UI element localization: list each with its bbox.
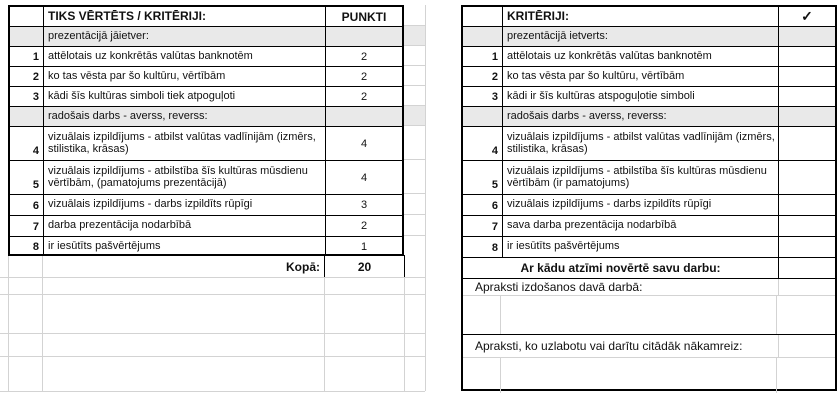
criteria-text-cell[interactable]: kādi ir šīs kultūras atspoguļotie simboli	[503, 87, 779, 106]
criteria-text-cell[interactable]: vizuālais izpildījums - atbilstība šīs kultūras mūsdienu vērtībām, (pamatojums prezentācijā)	[44, 161, 326, 194]
table-header-row	[10, 7, 402, 27]
table-row	[463, 87, 835, 107]
grade-row	[463, 258, 835, 279]
section-label[interactable]: radošais darbs - averss, reverss:	[44, 107, 326, 126]
points-cell[interactable]: 1	[360, 240, 368, 253]
section-row	[10, 107, 402, 127]
section-empty-cell[interactable]	[463, 107, 503, 126]
row-number-cell[interactable]: 8	[463, 237, 503, 257]
describe-success-label[interactable]: Apraksti izdošanos davā darbā:	[463, 279, 779, 295]
points-cell[interactable]: 2	[360, 220, 368, 232]
empty-cell[interactable]	[779, 335, 835, 357]
describe-success-row	[463, 279, 835, 296]
check-cell[interactable]	[779, 237, 835, 257]
points-cell[interactable]: 2	[360, 50, 368, 63]
table-header-row	[463, 7, 835, 27]
points-cell[interactable]: 3	[360, 199, 368, 211]
section-empty-cell[interactable]	[10, 107, 44, 126]
check-cell[interactable]	[779, 47, 835, 66]
table-row	[463, 216, 835, 237]
table-row	[463, 161, 835, 195]
table-row	[463, 127, 835, 161]
table-row	[10, 47, 402, 67]
check-cell[interactable]	[779, 216, 835, 236]
criteria-text-cell[interactable]: sava darba prezentācija nodarbībā	[503, 216, 779, 236]
check-cell[interactable]	[779, 195, 835, 215]
total-points-cell[interactable]: 20	[324, 255, 405, 278]
describe-improve-answer-area	[463, 358, 835, 393]
section-label[interactable]: prezentācijā jāietver:	[44, 27, 326, 46]
row-number-cell[interactable]: 6	[10, 195, 44, 215]
section-row	[463, 107, 835, 127]
check-cell[interactable]	[779, 87, 835, 106]
row-number-cell[interactable]: 5	[463, 161, 503, 194]
section-row	[10, 27, 402, 47]
row-number-cell[interactable]: 2	[463, 67, 503, 86]
table-row	[463, 67, 835, 87]
table-row	[10, 87, 402, 107]
section-label[interactable]: radošais darbs - averss, reverss:	[503, 107, 779, 126]
row-number-cell[interactable]: 1	[10, 47, 44, 66]
row-number-cell[interactable]: 1	[463, 47, 503, 66]
total-label[interactable]: Kopā:	[286, 259, 320, 274]
row-number-cell[interactable]: 7	[10, 216, 44, 236]
check-cell[interactable]	[779, 161, 835, 194]
checkmark-icon: ✓	[801, 8, 813, 24]
row-number-cell[interactable]: 7	[463, 216, 503, 236]
criteria-text-cell[interactable]: vizuālais izpildījums - atbilst valūtas vadlīnijām (izmērs, stilistika, krāsas)	[44, 127, 326, 160]
section-empty-cell[interactable]	[779, 107, 835, 126]
criteria-text-cell[interactable]: ir iesūtīts pašvērtējums	[44, 237, 326, 256]
row-number-cell[interactable]: 3	[463, 87, 503, 106]
criteria-text-cell[interactable]: ko tas vēsta par šo kultūru, vērtībām	[503, 67, 779, 86]
row-number-cell[interactable]: 4	[10, 127, 44, 160]
empty-cell[interactable]	[777, 358, 833, 393]
table-row	[463, 47, 835, 67]
check-column-header[interactable]	[779, 7, 835, 26]
table-title[interactable]: TIKS VĒRTĒTS / KRITĒRIJI:	[44, 7, 326, 26]
row-number-cell[interactable]: 8	[10, 237, 44, 256]
section-row	[463, 27, 835, 47]
section-empty-cell[interactable]	[10, 27, 44, 46]
answer-input-area[interactable]	[501, 296, 777, 334]
criteria-text-cell[interactable]: darba prezentācija nodarbībā	[44, 216, 326, 236]
table-row	[10, 127, 402, 161]
table-row	[463, 237, 835, 258]
rubric-table-self-assessment	[461, 5, 837, 391]
check-cell[interactable]	[779, 127, 835, 160]
criteria-text-cell[interactable]: ir iesūtīts pašvērtējums	[503, 237, 779, 257]
criteria-text-cell[interactable]: vizuālais izpildījums - atbilstība šīs kultūras mūsdienu vērtībām (ir pamatojums)	[503, 161, 779, 194]
empty-cell[interactable]	[779, 279, 835, 295]
row-number-cell[interactable]: 4	[463, 127, 503, 160]
points-cell[interactable]: 2	[360, 70, 368, 83]
criteria-text-cell[interactable]: vizuālais izpildījums - darbs izpildīts rūpīgi	[44, 195, 326, 215]
row-number-cell[interactable]: 3	[10, 87, 44, 106]
table-row	[10, 195, 402, 216]
table-title[interactable]: KRITĒRIJI:	[503, 7, 779, 26]
describe-success-answer-area	[463, 296, 835, 335]
empty-cell[interactable]	[777, 296, 833, 334]
criteria-text-cell[interactable]: attēlotais uz konkrētās valūtas banknotēm	[503, 47, 779, 66]
table-row	[10, 67, 402, 87]
criteria-text-cell[interactable]: vizuālais izpildījums - atbilst valūtas vadlīnijām (izmērs, stilistika, krāsas)	[503, 127, 779, 160]
criteria-text-cell[interactable]: kādi šīs kultūras simboli tiek atpoguļoti	[44, 87, 326, 106]
empty-cell[interactable]	[463, 358, 501, 393]
criteria-text-cell[interactable]: vizuālais izpildījums - darbs izpildīts rūpīgi	[503, 195, 779, 215]
grade-value-cell[interactable]	[779, 258, 835, 278]
answer-input-area[interactable]	[501, 358, 777, 393]
section-empty-cell[interactable]	[326, 107, 402, 126]
row-number-cell[interactable]: 5	[10, 161, 44, 194]
points-cell[interactable]: 2	[360, 90, 368, 103]
check-cell[interactable]	[779, 67, 835, 86]
table-row	[463, 195, 835, 216]
points-column-header[interactable]: PUNKTI	[341, 9, 387, 24]
table-row	[10, 237, 402, 256]
header-empty-cell[interactable]	[10, 7, 44, 26]
describe-improve-label[interactable]: Apraksti, ko uzlabotu vai darītu citādāk nākamreiz:	[463, 335, 779, 357]
points-cell[interactable]: 4	[360, 171, 368, 184]
table-row	[10, 161, 402, 195]
criteria-text-cell[interactable]: ko tas vēsta par šo kultūru, vērtībām	[44, 67, 326, 86]
row-number-cell[interactable]: 2	[10, 67, 44, 86]
points-cell[interactable]: 4	[360, 137, 368, 150]
table-row	[10, 216, 402, 237]
section-empty-cell[interactable]	[779, 27, 835, 46]
describe-improve-row	[463, 335, 835, 358]
header-empty-cell[interactable]	[463, 7, 503, 26]
row-number-cell[interactable]: 6	[463, 195, 503, 215]
section-label[interactable]: prezentācijā ietverts:	[503, 27, 779, 46]
grade-label-cell[interactable]: Ar kādu atzīmi novērtē savu darbu:	[463, 258, 779, 278]
empty-cell[interactable]	[463, 296, 501, 334]
rubric-table-teacher	[8, 5, 404, 256]
section-empty-cell[interactable]	[463, 27, 503, 46]
section-empty-cell[interactable]	[326, 27, 402, 46]
criteria-text-cell[interactable]: attēlotais uz konkrētās valūtas banknotēm	[44, 47, 326, 66]
